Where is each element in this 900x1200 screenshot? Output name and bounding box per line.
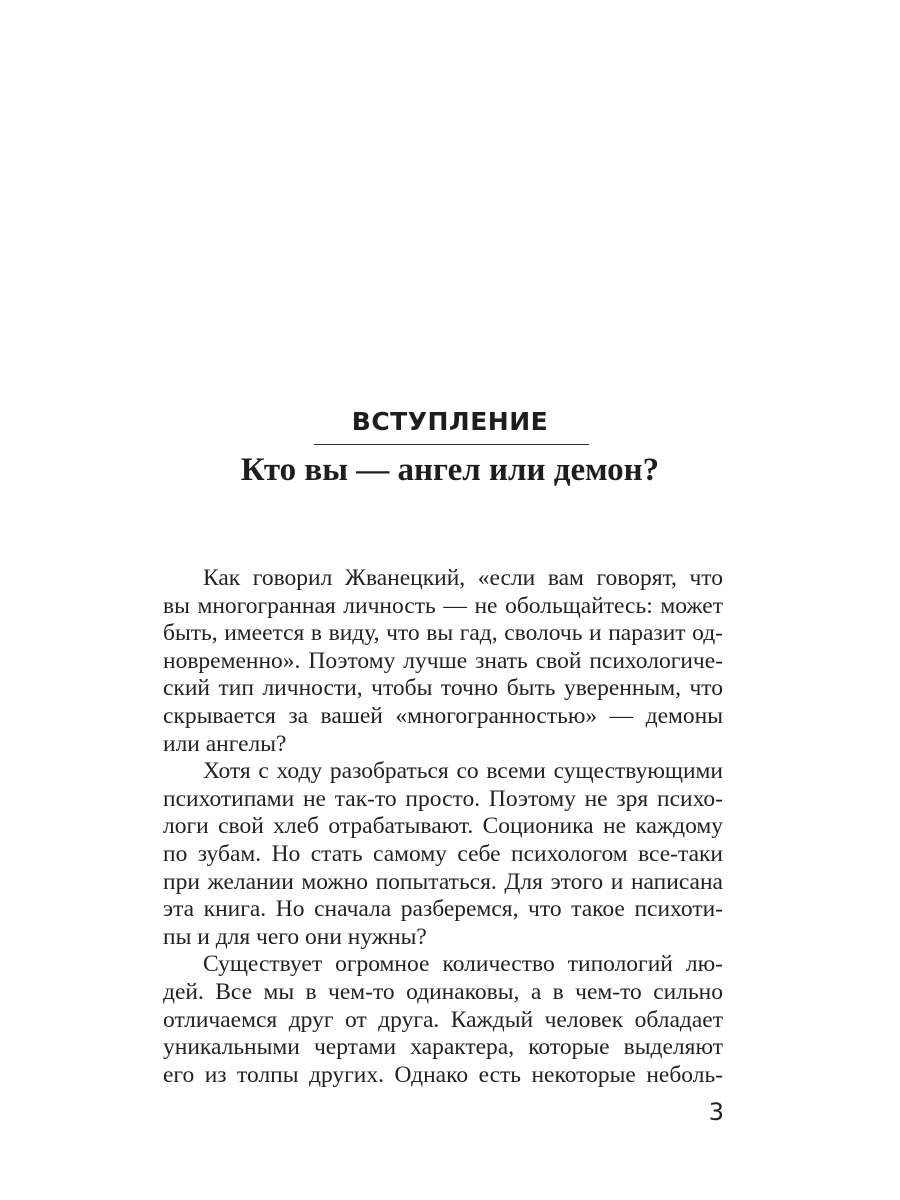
text-line: ский тип личности, чтобы точно быть уверенным, что	[163, 675, 723, 702]
text-line: отличаемся друг от друга. Каждый человек обладает	[163, 1006, 723, 1033]
text-line: логи свой хлеб отрабатывают. Соционика не каждому	[163, 813, 723, 840]
text-line: пы и для чего они нужны?	[163, 923, 427, 950]
body-text	[163, 565, 723, 1089]
chapter-heading	[0, 400, 900, 495]
text-line: психотипами не так-то просто. Поэтому не зря психо-	[163, 785, 723, 812]
text-line: Существует огромное количество типологий лю-	[203, 951, 723, 978]
title-divider	[314, 444, 589, 445]
page-number: 3	[708, 1098, 724, 1126]
text-line: быть, имеется в виду, что вы гад, сволочь и паразит од-	[163, 620, 723, 647]
text-line: его из толпы других. Однако есть некоторые неболь-	[163, 1061, 723, 1088]
text-line: по зубам. Но стать самому себе психологом все-таки	[163, 840, 723, 867]
text-line: скрывается за вашей «многогранностью» — демоны	[163, 702, 723, 729]
text-line: новременно». Поэтому лучше знать свой психологиче-	[163, 647, 723, 674]
text-line: уникальными чертами характера, которые выделяют	[163, 1034, 723, 1061]
text-line: при желании можно попытаться. Для этого и написана	[163, 868, 723, 895]
section-subtitle: Кто вы — ангел или демон?	[240, 452, 660, 488]
text-line: Хотя с ходу разобраться со всеми существующими	[203, 758, 723, 785]
text-line: дей. Все мы в чем-то одинаковы, а в чем-то сильно	[163, 978, 723, 1005]
text-line: или ангелы?	[163, 730, 287, 757]
text-line: вы многогранная личность — не обольщайтесь: может	[163, 592, 723, 619]
text-line: эта книга. Но сначала разберемся, что такое психоти-	[163, 896, 723, 923]
section-title: ВСТУПЛЕНИЕ	[351, 407, 549, 436]
text-line: Как говорил Жванецкий, «если вам говорят, что	[203, 565, 723, 591]
